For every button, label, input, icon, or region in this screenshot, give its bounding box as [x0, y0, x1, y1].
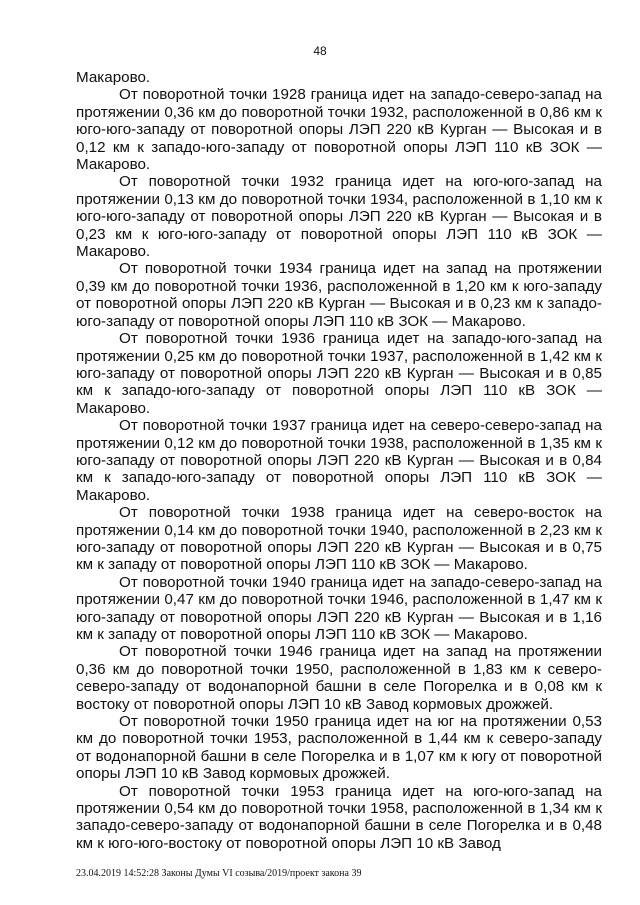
paragraph: От поворотной точки 1937 граница идет на северо-северо-запад на протяжении 0,12 км до поворотной точки 1938, расположенной в 1,35 км к юго-западу от поворотной опоры ЛЭП 220 кВ Курган — Высокая и в 0,84 км к западо-юго-западу от поворотной опоры ЛЭП 110 кВ ЗОК — Макарово. [76, 417, 602, 504]
paragraph: От поворотной точки 1934 граница идет на запад на протяжении 0,39 км до поворотной точки 1936, расположенной в 1,20 км к юго-западу от поворотной опоры ЛЭП 220 кВ Курган — Высокая и в 0,23 км к западо-юго-западу от поворотной опоры ЛЭП 110 кВ ЗОК — Макарово. [76, 260, 602, 330]
page-footer: 23.04.2019 14:52:28 Законы Думы VI созыва/2019/проект закона 39 [76, 868, 362, 879]
paragraph: От поворотной точки 1940 граница идет на западо-северо-запад на протяжении 0,47 км до поворотной точки 1946, расположенной в 1,47 км к юго-западу от поворотной опоры ЛЭП 220 кВ Курган — Высокая и в 1,16 км к западу от поворотной опоры ЛЭП 110 кВ ЗОК — Макарово. [76, 573, 602, 643]
document-body [76, 69, 602, 852]
paragraph: Макарово. [76, 69, 151, 86]
paragraph: От поворотной точки 1936 граница идет на западо-юго-запад на протяжении 0,25 км до поворотной точки 1937, расположенной в 1,42 км к юго-западу от поворотной опоры ЛЭП 220 кВ Курган — Высокая и в 0,85 км к западо-юго-западу от поворотной опоры ЛЭП 110 кВ ЗОК — Макарово. [76, 330, 602, 417]
paragraph: От поворотной точки 1928 граница идет на западо-северо-запад на протяжении 0,36 км до поворотной точки 1932, расположенной в 0,86 км к юго-юго-западу от поворотной опоры ЛЭП 220 кВ Курган — Высокая и в 0,12 км к западо-юго-западу от поворотной опоры ЛЭП 110 кВ ЗОК — Макарово. [76, 86, 602, 174]
paragraph: От поворотной точки 1938 граница идет на северо-восток на протяжении 0,14 км до поворотной точки 1940, расположенной в 2,23 км к юго-западу от поворотной опоры ЛЭП 220 кВ Курган — Высокая и в 0,75 км к западу от поворотной опоры ЛЭП 110 кВ ЗОК — Макарово. [76, 504, 602, 574]
paragraph: От поворотной точки 1932 граница идет на юго-юго-запад на протяжении 0,13 км до поворотной точки 1934, расположенной в 1,10 км к юго-юго-западу от поворотной опоры ЛЭП 220 кВ Курган — Высокая и в 0,23 км к юго-юго-западу от поворотной опоры ЛЭП 110 кВ ЗОК — Макарово. [76, 173, 602, 261]
paragraph: От поворотной точки 1946 граница идет на запад на протяжении 0,36 км до поворотной точки 1950, расположенной в 1,83 км к северо-северо-западу от водонапорной башни в селе Погорелка и в 0,08 км к востоку от поворотной опоры ЛЭП 10 кВ Завод кормовых дрожжей. [76, 643, 602, 713]
page-number: 48 [313, 44, 327, 58]
paragraph: От поворотной точки 1953 граница идет на юго-юго-запад на протяжении 0,54 км до поворотной точки 1958, расположенной в 1,34 км к западо-северо-западу от водонапорной башни в селе Погорелка и в 0,48 км к юго-юго-востоку от поворотной опоры ЛЭП 10 кВ Завод [76, 782, 602, 852]
paragraph: От поворотной точки 1950 граница идет на юг на протяжении 0,53 км до поворотной точки 1953, расположенной в 1,44 км к северо-западу от водонапорной башни в селе Погорелка и в 1,07 км к югу от поворотной опоры ЛЭП 10 кВ Завод кормовых дрожжей. [76, 713, 602, 783]
